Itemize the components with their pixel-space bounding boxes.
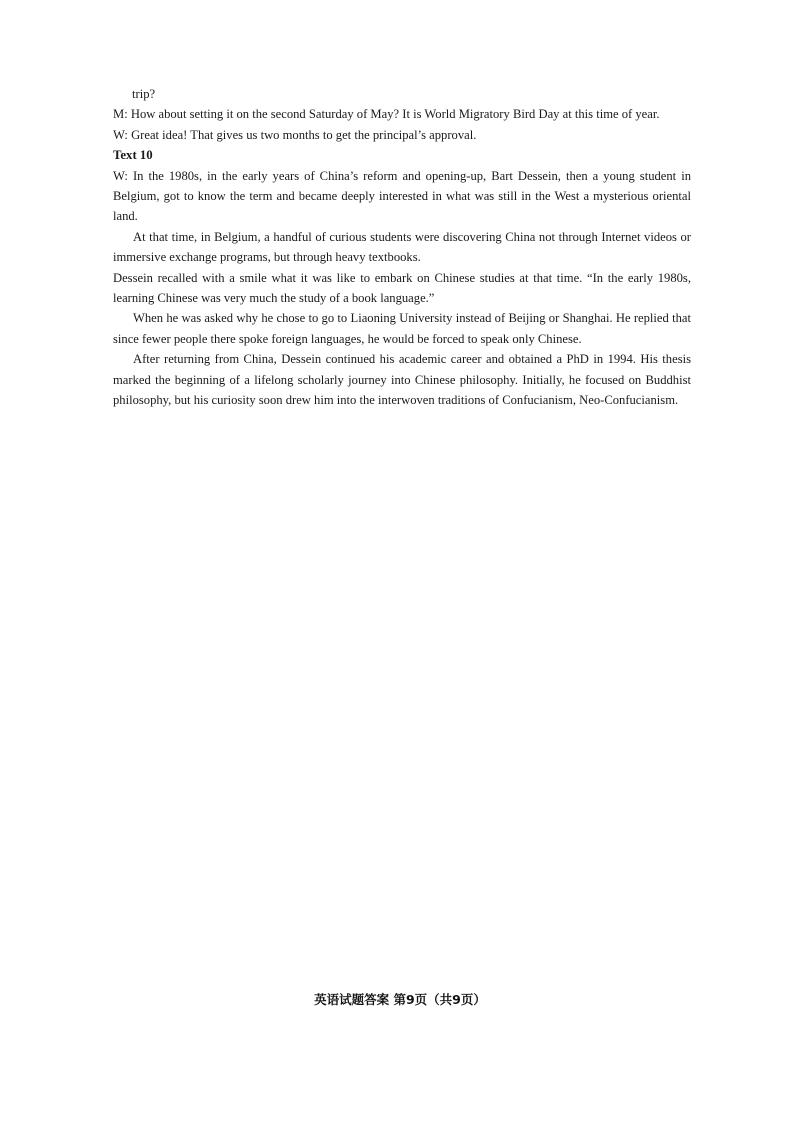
page-footer: 英语试题答案 第9页（共9页）	[314, 992, 486, 1007]
paragraph-1: W: In the 1980s, in the early years of China’s reform and opening-up, Bart Dessein, then a young student in Belgium, got to know the term and became deeply interested in what was still in the West a mysterious oriental land.	[113, 168, 691, 224]
document-body	[113, 84, 691, 411]
paragraph-5: After returning from China, Dessein continued his academic career and obtained a PhD in 1994. His thesis marked the beginning of a lifelong scholarly journey into Chinese philosophy. Initially, he focused on Buddhist philosophy, but his curiosity soon drew him into the interwoven traditions of Confucianism, Neo-Confucianism.	[113, 352, 691, 408]
dialogue-line-woman: W: Great idea! That gives us two months to get the principal’s approval.	[113, 127, 477, 142]
dialogue-line-man: M: How about setting it on the second Saturday of May? It is World Migratory Bird Day at this time of year.	[113, 107, 660, 122]
paragraph-4: When he was asked why he chose to go to Liaoning University instead of Beijing or Shanghai. He replied that since fewer people there spoke foreign languages, he would be forced to speak only Chinese.	[113, 311, 691, 346]
dialogue-continuation-line: trip?	[132, 87, 156, 101]
paragraph-3: Dessein recalled with a smile what it was like to embark on Chinese studies at that time. “In the early 1980s, learning Chinese was very much the study of a book language.”	[113, 270, 691, 306]
section-heading: Text 10	[113, 148, 153, 163]
paragraph-2: At that time, in Belgium, a handful of curious students were discovering China not through Internet videos or immersive exchange programs, but through heavy textbooks.	[113, 229, 691, 265]
